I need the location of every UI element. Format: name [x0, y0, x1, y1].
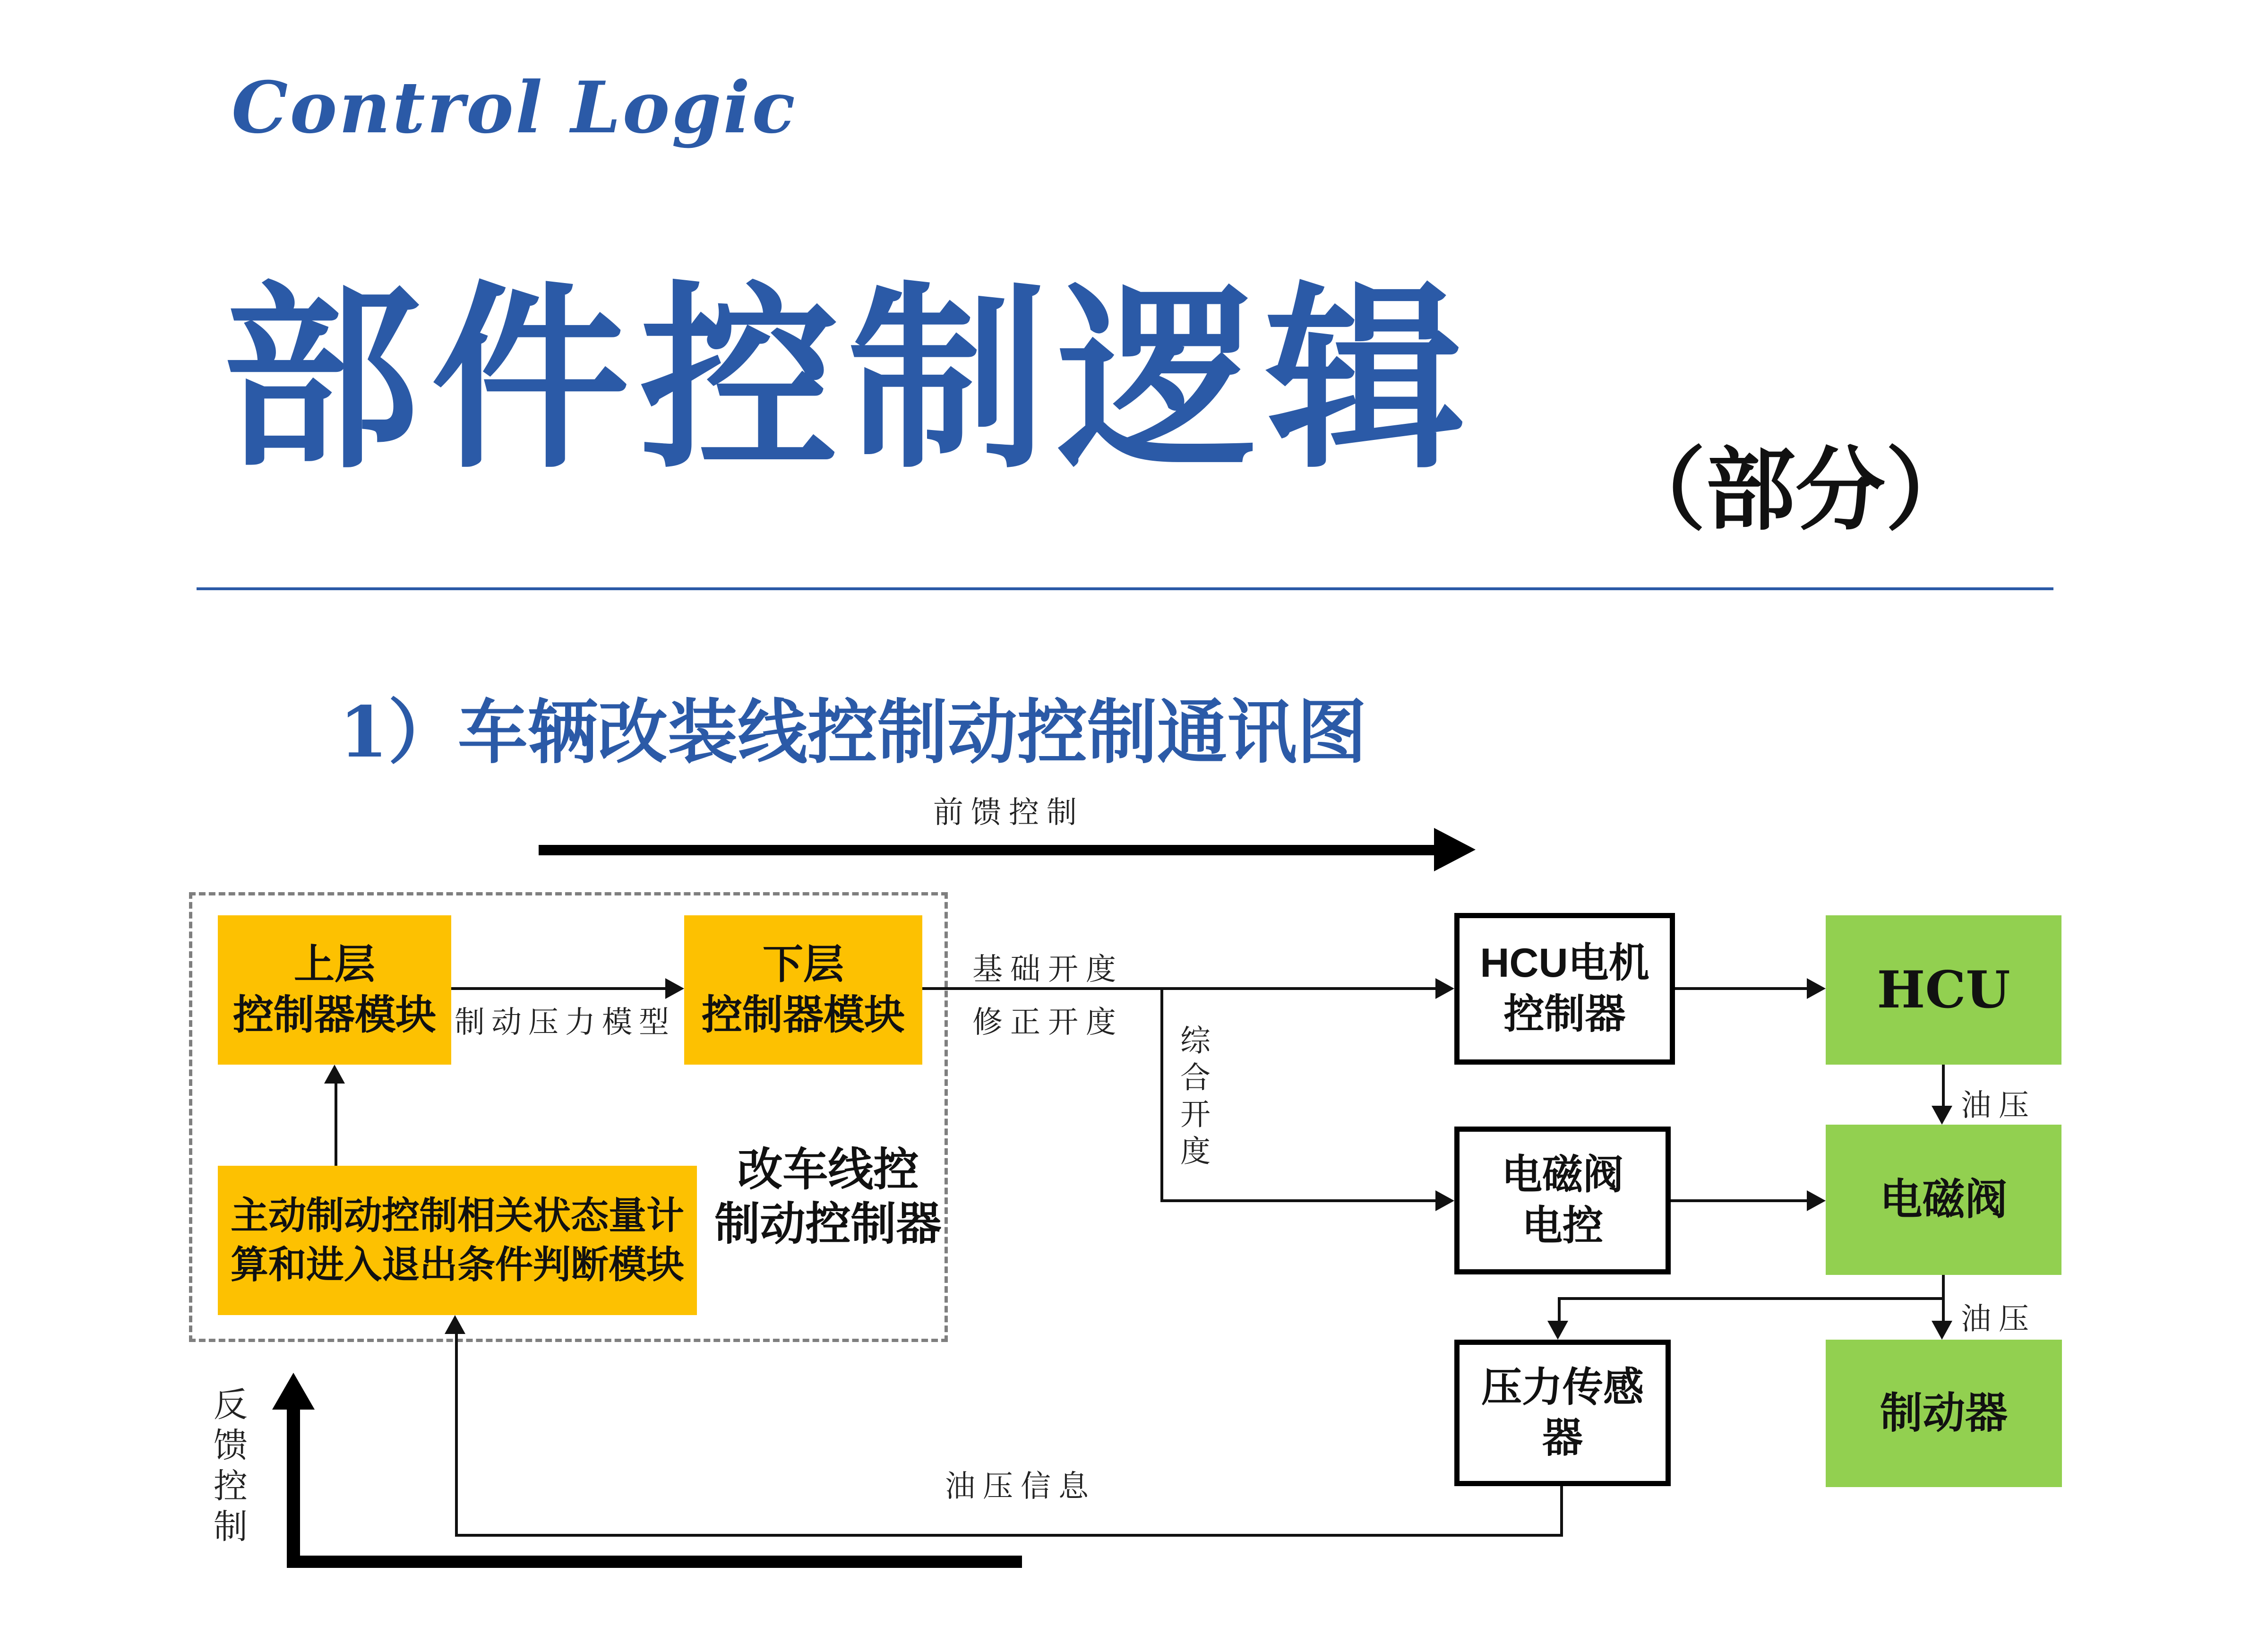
node-state-module [218, 1166, 697, 1315]
feedforward-arrow-shaft [539, 845, 1439, 855]
page-title-suffix: （部分） [1616, 437, 1975, 542]
valve-label: 电磁阀 [1880, 1176, 2008, 1223]
feedback-arrowhead-icon [272, 1373, 315, 1410]
connector-pressure-sensor-down [1560, 1486, 1563, 1535]
feedback-label: 反馈控制 [208, 1386, 248, 1549]
node-valve-controller [1454, 1127, 1671, 1274]
state-module-line2: 算和进入退出条件判断模块 [231, 1244, 684, 1286]
branch-to-valve-controller-arrowhead-icon [1435, 1190, 1454, 1211]
hcu-motor-to-hcu-arrowhead-icon [1807, 978, 1826, 999]
retrofit-controller-group-label [706, 1143, 950, 1251]
pressure-sensor-line1: 压力传感 [1481, 1364, 1644, 1410]
connector-info-up-to-state-module [455, 1334, 458, 1537]
base-opening-label: 基础开度 [972, 952, 1124, 987]
feedforward-arrowhead-icon [1434, 828, 1476, 871]
brake-pressure-model-label: 制动压力模型 [455, 1005, 676, 1040]
section-heading: 1）车辆改装线控制动控制通讯图 [339, 691, 1367, 773]
title-divider-rule [197, 587, 2053, 590]
upper-controller-line1: 上层 [294, 941, 375, 987]
connector-upper-to-lower [451, 987, 665, 990]
lower-controller-line2: 控制器模块 [702, 992, 905, 1038]
feedback-arrow-horizontal [287, 1556, 1022, 1568]
page-title: 部件控制逻辑 [222, 263, 1475, 496]
valve-controller-line2: 电控 [1522, 1203, 1603, 1248]
hcu-motor-controller-line2: 控制器 [1503, 991, 1626, 1037]
info-to-state-module-arrowhead-icon [445, 1315, 465, 1334]
feedback-arrow-vertical [287, 1406, 300, 1568]
node-lower-controller [684, 915, 922, 1065]
oil-pressure-to-brake-label: 油压 [1961, 1302, 2036, 1337]
pressure-sensor-line2: 器 [1542, 1415, 1583, 1461]
oil-pressure-info-label: 油压信息 [945, 1469, 1096, 1504]
connector-valve-branch-horizontal [1558, 1297, 1945, 1300]
state-module-line1: 主动制动控制相关状态量计 [231, 1195, 684, 1237]
branch-to-pressure-sensor-arrowhead-icon [1547, 1321, 1568, 1340]
hcu-motor-controller-line1: HCU电机 [1480, 940, 1649, 986]
valve-controller-line1: 电磁阀 [1502, 1152, 1623, 1197]
node-upper-controller [218, 915, 451, 1065]
connector-branch-vertical [1160, 989, 1163, 1201]
connector-branch-to-pressure-sensor [1558, 1299, 1561, 1321]
connector-hcu-to-valve [1942, 1065, 1945, 1106]
brake-label: 制动器 [1880, 1389, 2008, 1437]
group-label-line1: 改车线控 [737, 1144, 919, 1195]
lower-to-hcu-motor-arrowhead-icon [1435, 978, 1454, 999]
lower-controller-line1: 下层 [763, 941, 844, 987]
eyebrow-script-title: Control Logic [232, 66, 797, 149]
group-label-line2: 制动控制器 [714, 1199, 942, 1250]
connector-state-to-upper [335, 1082, 337, 1166]
state-to-upper-arrowhead-icon [324, 1065, 345, 1084]
oil-pressure-to-valve-label: 油压 [1961, 1088, 2036, 1123]
valve-controller-to-valve-arrowhead-icon [1807, 1190, 1826, 1211]
node-hcu-motor-controller [1454, 913, 1675, 1065]
feedforward-label: 前馈控制 [933, 795, 1084, 830]
corrected-opening-label: 修正开度 [972, 1005, 1124, 1040]
node-hcu [1826, 915, 2061, 1065]
hcu-label: HCU [1877, 960, 2010, 1020]
node-pressure-sensor [1454, 1340, 1671, 1486]
connector-branch-to-valve-controller [1160, 1199, 1435, 1202]
upper-to-lower-arrowhead-icon [665, 978, 684, 999]
hcu-to-valve-arrowhead-icon [1932, 1106, 1952, 1125]
connector-valve-controller-to-valve [1671, 1199, 1807, 1202]
connector-oil-pressure-info [456, 1534, 1563, 1537]
node-brake [1826, 1340, 2062, 1487]
connector-hcu-motor-to-hcu [1675, 987, 1807, 990]
node-valve [1826, 1125, 2061, 1275]
combined-opening-label: 综合开度 [1175, 1024, 1210, 1172]
upper-controller-line2: 控制器模块 [233, 992, 436, 1038]
valve-to-brake-arrowhead-icon [1932, 1321, 1952, 1340]
